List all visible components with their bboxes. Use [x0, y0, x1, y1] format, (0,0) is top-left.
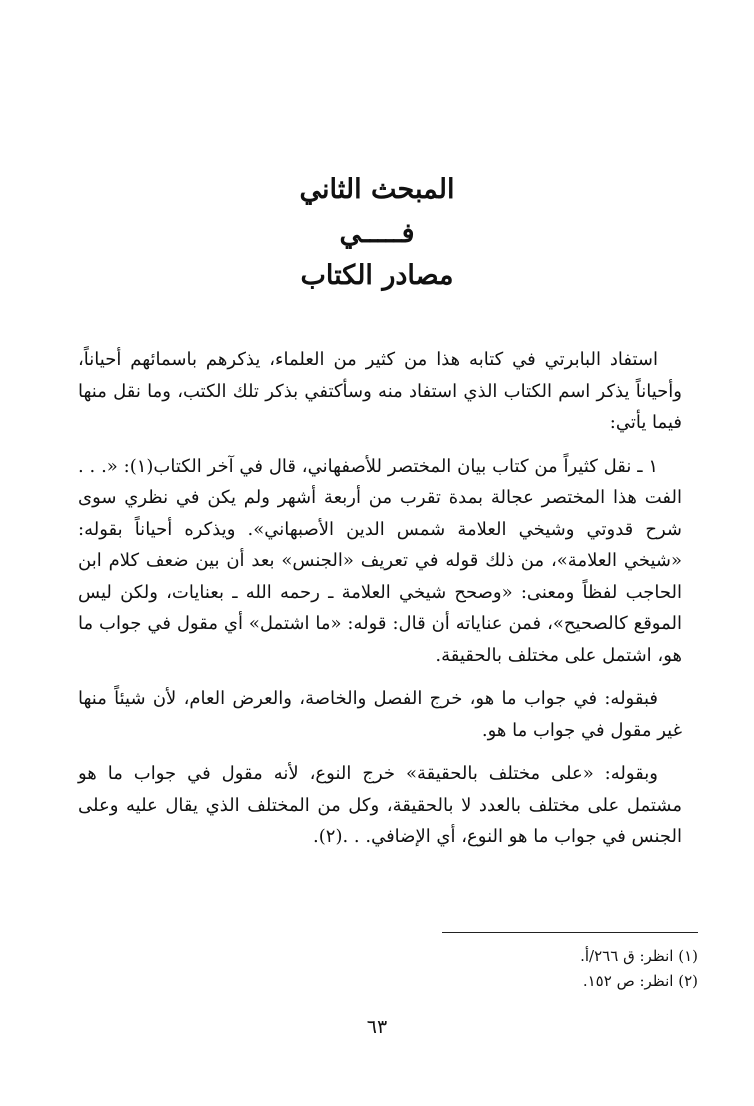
body-text	[78, 344, 682, 865]
section-title: المبحث الثاني	[299, 174, 455, 205]
paragraph-explanation-1: فبقوله: في جواب ما هو، خرج الفصل والخاصة، والعرض العام، لأن شيئاً منها غير مقول في جواب ما هو.	[78, 688, 682, 741]
page-number: ٦٣	[366, 1016, 388, 1038]
footnotes	[78, 944, 698, 994]
footnote-1: (١) انظر: ق ٢٦٦/أ.	[580, 947, 698, 965]
section-title-connector: فـــــي	[339, 218, 415, 249]
paragraph-intro: استفاد البابرتي في كتابه هذا من كثير من العلماء، يذكرهم باسمائهم أحياناً، وأحياناً يذكر اسم الكتاب الذي استفاد منه وسأكتفي بذكر تلك الكتب، وما نقل منها فيما يأتي:	[78, 349, 682, 433]
paragraph-explanation-2: وبقوله: «على مختلف بالحقيقة» خرج النوع، لأنه مقول في جواب ما هو مشتمل على مختلف بالعدد لا بالحقيقة، وكل من المختلف الذي يقال عليه وعلى الجنس في جواب ما هو النوع، أي الإضافي. . .(٢).	[78, 763, 682, 847]
section-subtitle: مصادر الكتاب	[300, 260, 454, 291]
paragraph-source-1: ١ ـ نقل كثيراً من كتاب بيان المختصر للأصفهاني، قال في آخر الكتاب(١): «. . . الفت هذا المختصر عجالة بمدة تقرب من أربعة أشهر ولم يكن في نظري سوى شرح قدوتي وشيخي العلامة شمس الدين الأصبهاني». ويذكره أحياناً بقوله: «شيخي العلامة»، من ذلك قوله في تعريف «الجنس» بعد أن بين ضعف كلام ابن الحاجب لفظاً ومعنى: «وصحح شيخي العلامة ـ رحمه الله ـ بعنايات، ولكن ليس الموقع كالصحيح»، فمن عناياته أن قال: قوله: «ما اشتمل» أي مقول في جواب ما هو، اشتمل على مختلف بالحقيقة.	[78, 455, 682, 666]
footnote-divider	[442, 932, 698, 933]
footnote-2: (٢) انظر: ص ١٥٢.	[582, 972, 698, 990]
